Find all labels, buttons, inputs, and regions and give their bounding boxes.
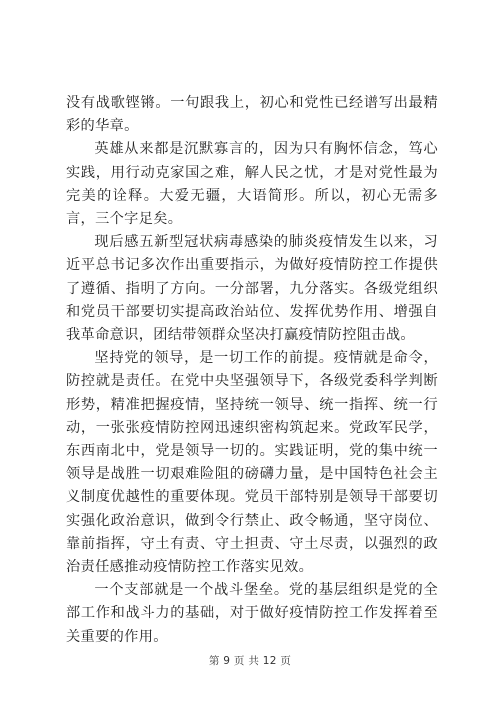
paragraph-4: 坚持党的领导，是一切工作的前提。疫情就是命令，防控就是责任。在党中央坚强领导下，各级党委科学判断形势，精准把握疫情，坚持统一领导、统一指挥、统一行动，一张张疫情防控网迅速织密构筑起来。党政军民学，东西南北中，党是领导一切的。实践证明，党的集中统一领导是战胜一切艰难险阻的磅礴力量，是中国特色社会主义制度优越性的重要体现。党员干部特别是领导干部要切实强化政治意识，做到令行禁止、政令畅通，坚守岗位、靠前指挥，守土有责、守土担责、守土尽责，以强烈的政治责任感推动疫情防控工作落实见效。 xyxy=(66,350,438,576)
page-number-footer: 第 9 页 共 12 页 xyxy=(208,655,292,667)
paragraph-5: 一个支部就是一个战斗堡垒。党的基层组织是党的全部工作和战斗力的基础，对于做好疫情防控工作发挥着至关重要的作用。 xyxy=(66,582,438,645)
document-body xyxy=(66,92,438,649)
paragraph-2: 英雄从来都是沉默寡言的，因为只有胸怀信念，笃心实践，用行动克家国之难，解人民之忧，才是对党性最为完美的诠释。大爱无疆，大语简形。所以，初心无需多言，三个字足矣。 xyxy=(66,141,438,228)
paragraph-3: 现后感五新型冠状病毒感染的肺炎疫情发生以来，习近平总书记多次作出重要指示，为做好疫情防控工作提供了遵循、指明了方向。一分部署，九分落实。各级党组织和党员干部要切实提高政治站位、发挥优势作用、增强自我革命意识，团结带领群众坚决打赢疫情防控阻击战。 xyxy=(66,234,438,344)
paragraph-1: 没有战歌铿锵。一句跟我上，初心和党性已经谱写出最精彩的华章。 xyxy=(66,95,438,135)
